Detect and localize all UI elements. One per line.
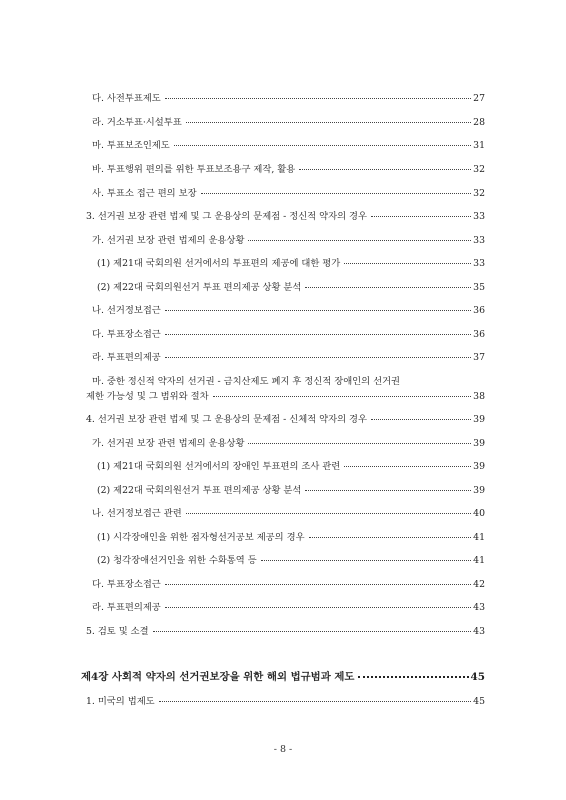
dot-leader bbox=[165, 334, 471, 335]
toc-entry[interactable] bbox=[86, 696, 485, 708]
dot-leader bbox=[305, 287, 471, 288]
toc-entry-label: (2) 제22대 국회의원선거 투표 편의제공 상황 분석 bbox=[97, 485, 302, 496]
dot-leader bbox=[153, 631, 472, 632]
toc-entry[interactable] bbox=[92, 305, 485, 317]
toc-entry-label: 3. 선거권 보장 관련 법제 및 그 운용상의 문제점 - 정신적 약자의 경우 bbox=[86, 211, 367, 222]
toc-entry-label: 라. 투표편의제공 bbox=[92, 352, 161, 363]
toc-entry-label: (1) 시각장애인을 위한 점자형선거공보 제공의 경우 bbox=[97, 532, 305, 543]
dot-leader bbox=[371, 216, 471, 217]
toc-entry-label: 마. 투표보조인제도 bbox=[92, 140, 170, 151]
toc-entry-page: 39 bbox=[473, 414, 485, 425]
toc-entry-page: 27 bbox=[473, 93, 485, 104]
toc-entry[interactable] bbox=[86, 391, 485, 403]
toc-entry-page: 32 bbox=[473, 164, 485, 175]
toc-entry-page: 31 bbox=[473, 140, 485, 151]
toc-entry[interactable] bbox=[92, 508, 485, 520]
toc-entry[interactable] bbox=[92, 329, 485, 341]
toc-chapter-heading[interactable] bbox=[81, 671, 485, 683]
toc-entry-label: 다. 투표장소접근 bbox=[92, 579, 161, 590]
toc-entry[interactable] bbox=[97, 485, 485, 497]
dot-leader bbox=[201, 193, 472, 194]
dot-leader bbox=[165, 310, 471, 311]
toc-entry-page: 35 bbox=[473, 282, 485, 293]
toc-entry[interactable] bbox=[97, 258, 485, 270]
toc-entry[interactable] bbox=[97, 461, 485, 473]
toc-entry[interactable] bbox=[97, 555, 485, 567]
toc-entry-page: 28 bbox=[473, 117, 485, 128]
toc-entry[interactable] bbox=[86, 211, 485, 223]
toc-entry[interactable] bbox=[92, 140, 485, 152]
dot-leader bbox=[213, 396, 472, 397]
toc-entry-page: 36 bbox=[473, 305, 485, 316]
toc-entry-page: 33 bbox=[473, 235, 485, 246]
toc-entry[interactable] bbox=[86, 626, 485, 638]
toc-entry-page: 38 bbox=[473, 391, 485, 402]
toc-entry-page: 33 bbox=[473, 211, 485, 222]
toc-entry-label: 사. 투표소 접근 편의 보장 bbox=[92, 188, 197, 199]
toc-entry[interactable] bbox=[92, 352, 485, 364]
toc-entry-label-line1: 마. 중한 정신적 약자의 선거권 - 금치산제도 폐지 후 정신적 장애인의 선거권 bbox=[92, 376, 401, 387]
toc-entry-page: 42 bbox=[473, 579, 485, 590]
toc-entry-label: 가. 선거권 보장 관련 법제의 운용상황 bbox=[92, 235, 245, 246]
toc-entry-label: 제한 가능성 및 그 범위와 절차 bbox=[86, 391, 209, 402]
toc-chapter-page: 45 bbox=[470, 671, 485, 683]
dot-leader bbox=[248, 240, 471, 241]
toc-entry-label: 5. 검토 및 소결 bbox=[86, 626, 149, 637]
toc-entry-page: 39 bbox=[473, 461, 485, 472]
toc-entry-label: (2) 제22대 국회의원선거 투표 편의제공 상황 분석 bbox=[97, 282, 302, 293]
toc-entry[interactable] bbox=[92, 164, 485, 176]
dot-leader bbox=[165, 357, 471, 358]
toc-entry[interactable] bbox=[92, 117, 485, 129]
toc-chapter-label: 제4장 사회적 약자의 선거권보장을 위한 해외 법규범과 제도 bbox=[81, 671, 355, 683]
toc-entry-label: 나. 선거정보접근 관련 bbox=[92, 508, 182, 519]
toc-entry-page: 41 bbox=[473, 532, 485, 543]
toc-entry-label: 다. 투표장소접근 bbox=[92, 329, 161, 340]
toc-entry[interactable] bbox=[92, 235, 485, 247]
dot-leader bbox=[165, 98, 471, 99]
toc-entry[interactable] bbox=[92, 602, 485, 614]
toc-entry-page: 32 bbox=[473, 188, 485, 199]
dot-leader bbox=[174, 145, 471, 146]
toc-entry-page: 45 bbox=[473, 696, 485, 707]
toc-entry[interactable] bbox=[92, 579, 485, 591]
dot-leader bbox=[371, 419, 471, 420]
toc-entry-page: 39 bbox=[473, 438, 485, 449]
page-number: - 8 - bbox=[273, 744, 293, 755]
dot-leader bbox=[299, 169, 471, 170]
toc-entry-label: (2) 청각장애선거인을 위한 수화통역 등 bbox=[97, 555, 257, 566]
toc-entry[interactable] bbox=[92, 188, 485, 200]
toc-entry-page: 37 bbox=[473, 352, 485, 363]
toc-entry-label: 다. 사전투표제도 bbox=[92, 93, 161, 104]
toc-entry[interactable] bbox=[92, 93, 485, 105]
toc-entry-label: 라. 거소투표·시설투표 bbox=[92, 117, 182, 128]
dot-leader bbox=[261, 560, 471, 561]
toc-entry-page: 41 bbox=[473, 555, 485, 566]
toc-entry-page: 39 bbox=[473, 485, 485, 496]
toc-entry-page: 33 bbox=[473, 258, 485, 269]
toc-entry[interactable] bbox=[92, 438, 485, 450]
toc-entry-page: 36 bbox=[473, 329, 485, 340]
toc-entry-label: 라. 투표편의제공 bbox=[92, 602, 161, 613]
toc-entry-page: 43 bbox=[473, 626, 485, 637]
dot-leader bbox=[165, 584, 471, 585]
dot-leader bbox=[248, 443, 471, 444]
dot-leader bbox=[165, 607, 471, 608]
dot-leader bbox=[344, 466, 471, 467]
toc-entry-page: 40 bbox=[473, 508, 485, 519]
dot-leader bbox=[186, 513, 471, 514]
toc-entry-label: 1. 미국의 법제도 bbox=[86, 696, 155, 707]
toc-entry[interactable] bbox=[97, 532, 485, 544]
toc-entry-label: 가. 선거권 보장 관련 법제의 운용상황 bbox=[92, 438, 245, 449]
toc-entry-label: 바. 투표행위 편의를 위한 투표보조용구 제작, 활용 bbox=[92, 164, 296, 175]
toc-entry[interactable] bbox=[86, 414, 485, 426]
dot-leader bbox=[358, 676, 468, 678]
toc-entry-label: 나. 선거정보접근 bbox=[92, 305, 161, 316]
toc-entry-label: 4. 선거권 보장 관련 법제 및 그 운용상의 문제점 - 신체적 약자의 경우 bbox=[86, 414, 367, 425]
dot-leader bbox=[344, 263, 471, 264]
toc-entry-label: (1) 제21대 국회의원 선거에서의 투표편의 제공에 대한 평가 bbox=[97, 258, 341, 269]
dot-leader bbox=[186, 122, 471, 123]
toc-entry-page: 43 bbox=[473, 602, 485, 613]
dot-leader bbox=[309, 537, 472, 538]
toc-entry[interactable] bbox=[97, 282, 485, 294]
dot-leader bbox=[159, 701, 471, 702]
dot-leader bbox=[305, 490, 471, 491]
toc-entry-label: (1) 제21대 국회의원 선거에서의 장애인 투표편의 조사 관련 bbox=[97, 461, 341, 472]
